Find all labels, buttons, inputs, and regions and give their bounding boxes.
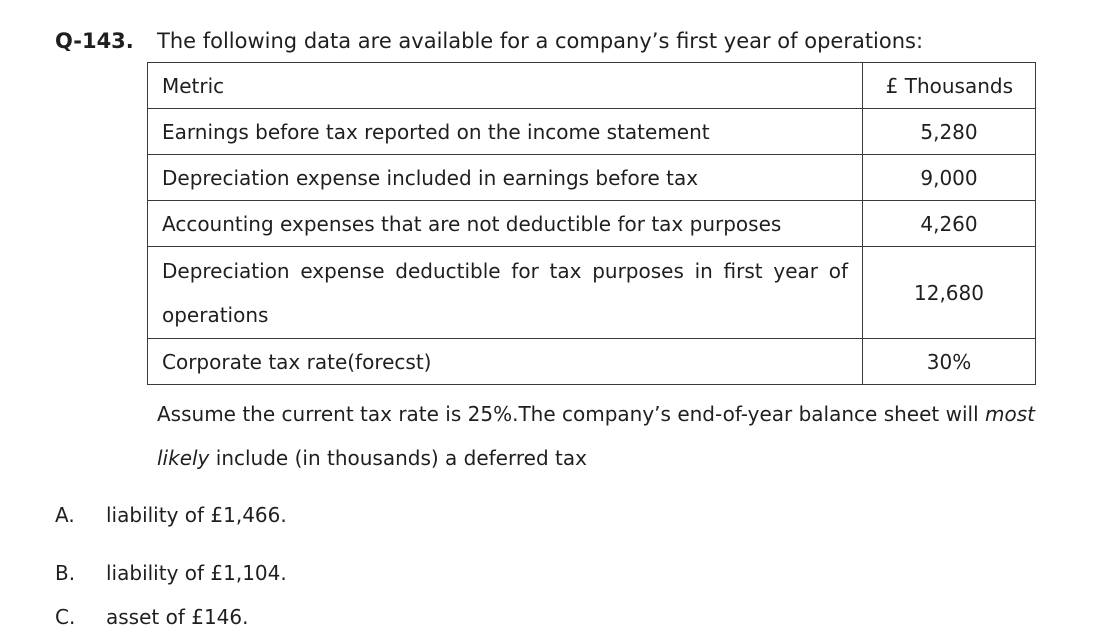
option-letter: A. xyxy=(55,503,75,527)
header-metric: Metric xyxy=(148,63,863,109)
header-value: £ Thousands xyxy=(863,63,1036,109)
option-text: liability of £1,466. xyxy=(106,503,287,527)
option-text: liability of £1,104. xyxy=(106,561,287,585)
table-row xyxy=(148,247,1036,339)
row-value: 5,280 xyxy=(863,109,1036,155)
assumption-part2: include (in thousands) a deferred tax xyxy=(209,446,587,470)
row-label: Earnings before tax reported on the income statement xyxy=(148,109,863,155)
option-text: asset of £146. xyxy=(106,605,249,629)
option-letter: C. xyxy=(55,605,76,629)
row-label: Corporate tax rate(forecst) xyxy=(148,339,863,385)
answer-option-a[interactable] xyxy=(55,501,287,529)
row-value: 12,680 xyxy=(863,247,1036,339)
row-label: Depreciation expense included in earnings before tax xyxy=(148,155,863,201)
assumption-emphasis: most likely xyxy=(157,402,1035,470)
row-value: 9,000 xyxy=(863,155,1036,201)
assumption-text xyxy=(157,392,1057,480)
data-table xyxy=(147,62,1036,385)
table-header-row xyxy=(148,63,1036,109)
table-row xyxy=(148,155,1036,201)
question-number: Q-143. xyxy=(55,29,134,53)
option-letter: B. xyxy=(55,561,76,585)
row-value: 4,260 xyxy=(863,201,1036,247)
table-row xyxy=(148,109,1036,155)
table-row xyxy=(148,201,1036,247)
question-intro: The following data are available for a company’s first year of operations: xyxy=(157,29,924,53)
assumption-part1: Assume the current tax rate is 25%.The company’s end-of-year balance sheet will xyxy=(157,402,985,426)
answer-option-c[interactable] xyxy=(55,603,249,631)
answer-option-b[interactable] xyxy=(55,559,287,587)
row-label: Accounting expenses that are not deductible for tax purposes xyxy=(148,201,863,247)
table-row xyxy=(148,339,1036,385)
row-value: 30% xyxy=(863,339,1036,385)
row-label: Depreciation expense deductible for tax purposes in first year of operations xyxy=(148,247,863,339)
